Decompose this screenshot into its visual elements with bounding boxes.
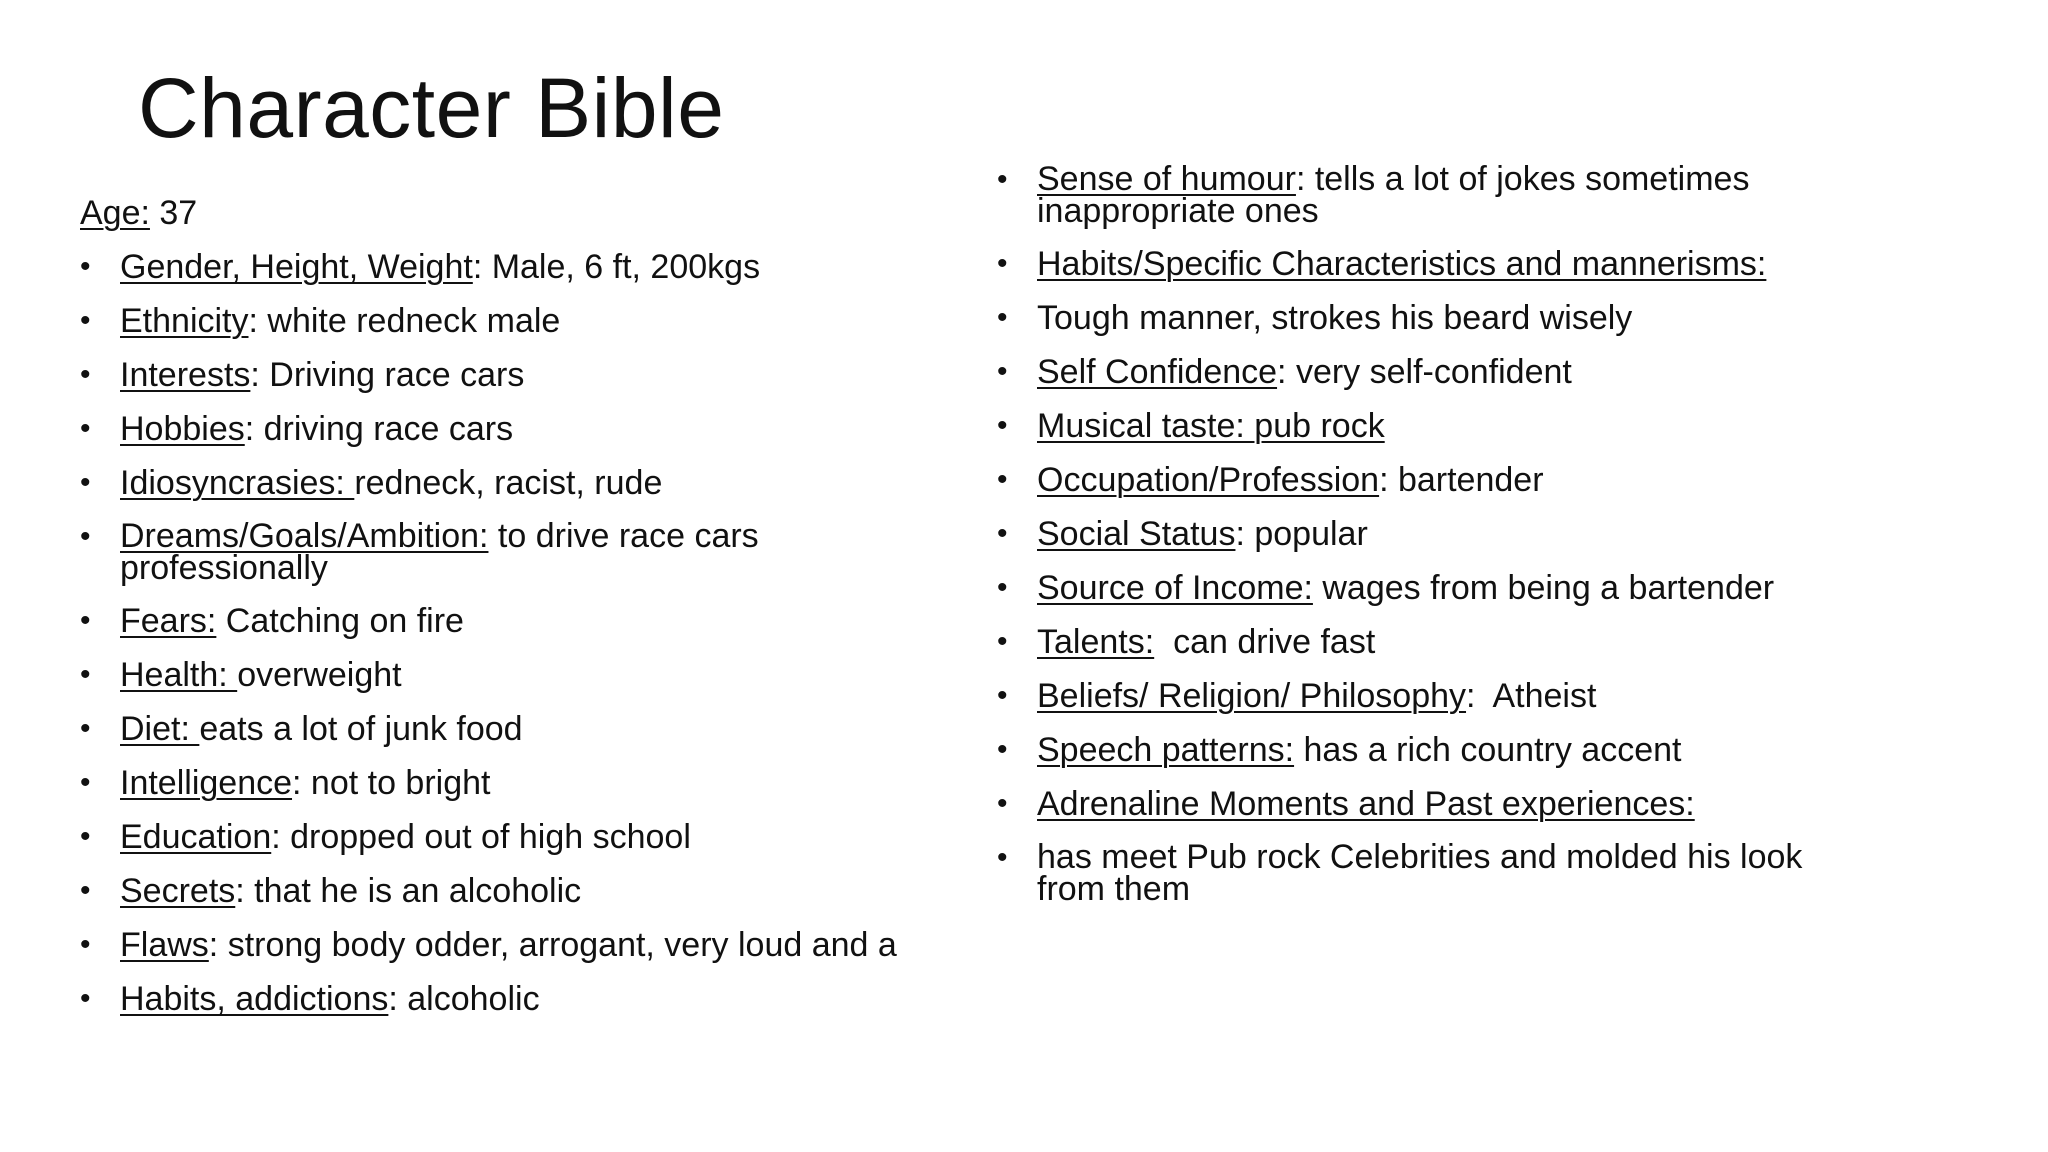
bullet-icon: •: [997, 787, 1008, 820]
item-value: eats a lot of junk food: [199, 710, 523, 748]
item-value: Tough manner, strokes his beard wisely: [1037, 299, 1633, 337]
list-item: [80, 766, 960, 800]
list-item: [997, 679, 1897, 713]
bullet-icon: •: [80, 358, 91, 391]
item-label: Speech patterns:: [1037, 731, 1295, 769]
item-value: : strong body odder, arrogant, very loud and a: [208, 926, 897, 964]
slide-title: Character Bible: [138, 61, 725, 155]
item-label: Intelligence: [120, 764, 293, 802]
right-column: [997, 160, 1897, 925]
list-item: [80, 712, 960, 746]
item-label: Secrets: [120, 872, 236, 910]
list-item: [80, 250, 960, 284]
item-value: overweight: [237, 656, 402, 694]
list-item: [997, 463, 1897, 497]
list-item: [997, 787, 1897, 821]
list-item: [80, 466, 960, 500]
list-item: [80, 820, 960, 854]
list-item: [80, 982, 960, 1016]
item-label: Talents:: [1037, 623, 1155, 661]
item-value: : popular: [1235, 515, 1368, 553]
item-label: Diet:: [120, 710, 200, 748]
item-value: : dropped out of high school: [271, 818, 691, 856]
item-value: to drive race cars professionally: [120, 517, 759, 587]
item-label: Sense of humour: [1037, 160, 1296, 198]
item-value: : bartender: [1379, 461, 1544, 499]
bullet-icon: •: [80, 412, 91, 445]
item-label: Adrenaline Moments and Past experiences:: [1037, 785, 1695, 823]
item-label: Fears:: [120, 602, 217, 640]
list-item: [997, 733, 1897, 767]
list-item: [80, 358, 960, 392]
list-item: [997, 160, 1857, 230]
item-label: Interests: [120, 356, 251, 394]
item-value: redneck, racist, rude: [354, 464, 663, 502]
bullet-icon: •: [997, 841, 1008, 874]
list-item: [80, 517, 840, 587]
list-item: [997, 571, 1897, 605]
list-item: [80, 874, 960, 908]
item-label: Hobbies: [120, 410, 245, 448]
item-label: Habits, addictions: [120, 980, 389, 1018]
item-value: wages from being a bartender: [1312, 569, 1775, 607]
item-label: Dreams/Goals/Ambition:: [120, 517, 489, 555]
list-item: [997, 625, 1897, 659]
item-label: Habits/Specific Characteristics and mannerisms:: [1037, 245, 1767, 283]
bullet-icon: •: [997, 301, 1008, 334]
list-item: [80, 304, 960, 338]
bullet-icon: •: [997, 409, 1008, 442]
item-label: Health:: [120, 656, 238, 694]
bullet-icon: •: [80, 712, 91, 745]
item-value: Catching on fire: [216, 602, 464, 640]
bullet-icon: •: [997, 247, 1008, 280]
bullet-icon: •: [997, 517, 1008, 550]
bullet-icon: •: [80, 304, 91, 337]
bullet-icon: •: [80, 928, 91, 961]
item-value: : Driving race cars: [250, 356, 525, 394]
item-value: : very self-confident: [1277, 353, 1572, 391]
bullet-icon: •: [80, 820, 91, 853]
bullet-icon: •: [80, 982, 91, 1015]
item-label: Ethnicity: [120, 302, 249, 340]
item-value: : that he is an alcoholic: [235, 872, 582, 910]
item-label: Age:: [80, 194, 150, 232]
list-item: [80, 928, 960, 962]
list-item: [80, 604, 960, 638]
bullet-icon: •: [997, 733, 1008, 766]
bullet-icon: •: [997, 355, 1008, 388]
list-item: [997, 838, 1877, 908]
item-value: has a rich country accent: [1294, 731, 1682, 769]
item-value: : Atheist: [1466, 677, 1597, 715]
list-item: [997, 247, 1897, 281]
item-value: : tells a lot of jokes sometimes inappropriate ones: [1037, 160, 1750, 230]
item-value: : driving race cars: [244, 410, 514, 448]
bullet-icon: •: [997, 571, 1008, 604]
bullet-icon: •: [997, 463, 1008, 496]
item-value: : alcoholic: [388, 980, 540, 1018]
bullet-icon: •: [997, 679, 1008, 712]
bullet-icon: •: [80, 766, 91, 799]
item-value: has meet Pub rock Celebrities and molded his look from them: [1037, 838, 1803, 908]
item-label: Education: [120, 818, 272, 856]
bullet-icon: •: [997, 163, 1008, 196]
item-label: Source of Income:: [1037, 569, 1313, 607]
item-label: Beliefs/ Religion/ Philosophy: [1037, 677, 1467, 715]
list-item: [997, 517, 1897, 551]
bullet-icon: •: [80, 250, 91, 283]
list-item: [997, 409, 1897, 443]
item-label: Social Status: [1037, 515, 1236, 553]
age-item: [80, 196, 960, 230]
item-value: : Male, 6 ft, 200kgs: [472, 248, 761, 286]
item-label: Self Confidence: [1037, 353, 1278, 391]
left-column: [80, 196, 960, 1036]
bullet-icon: •: [80, 658, 91, 691]
list-item: [997, 355, 1897, 389]
item-label: Gender, Height, Weight: [120, 248, 473, 286]
item-value: : white redneck male: [248, 302, 561, 340]
item-value: 37: [149, 194, 198, 232]
item-label: Musical taste: pub rock: [1037, 407, 1385, 445]
item-label: Occupation/Profession: [1037, 461, 1380, 499]
bullet-icon: •: [80, 874, 91, 907]
bullet-icon: •: [80, 520, 91, 553]
bullet-icon: •: [997, 625, 1008, 658]
item-value: : not to bright: [292, 764, 491, 802]
bullet-icon: •: [80, 466, 91, 499]
item-label: Flaws: [120, 926, 209, 964]
bullet-icon: •: [80, 604, 91, 637]
list-item: [80, 658, 960, 692]
item-label: Idiosyncrasies:: [120, 464, 355, 502]
item-value: can drive fast: [1154, 623, 1376, 661]
list-item: [80, 412, 960, 446]
list-item: [997, 301, 1897, 335]
